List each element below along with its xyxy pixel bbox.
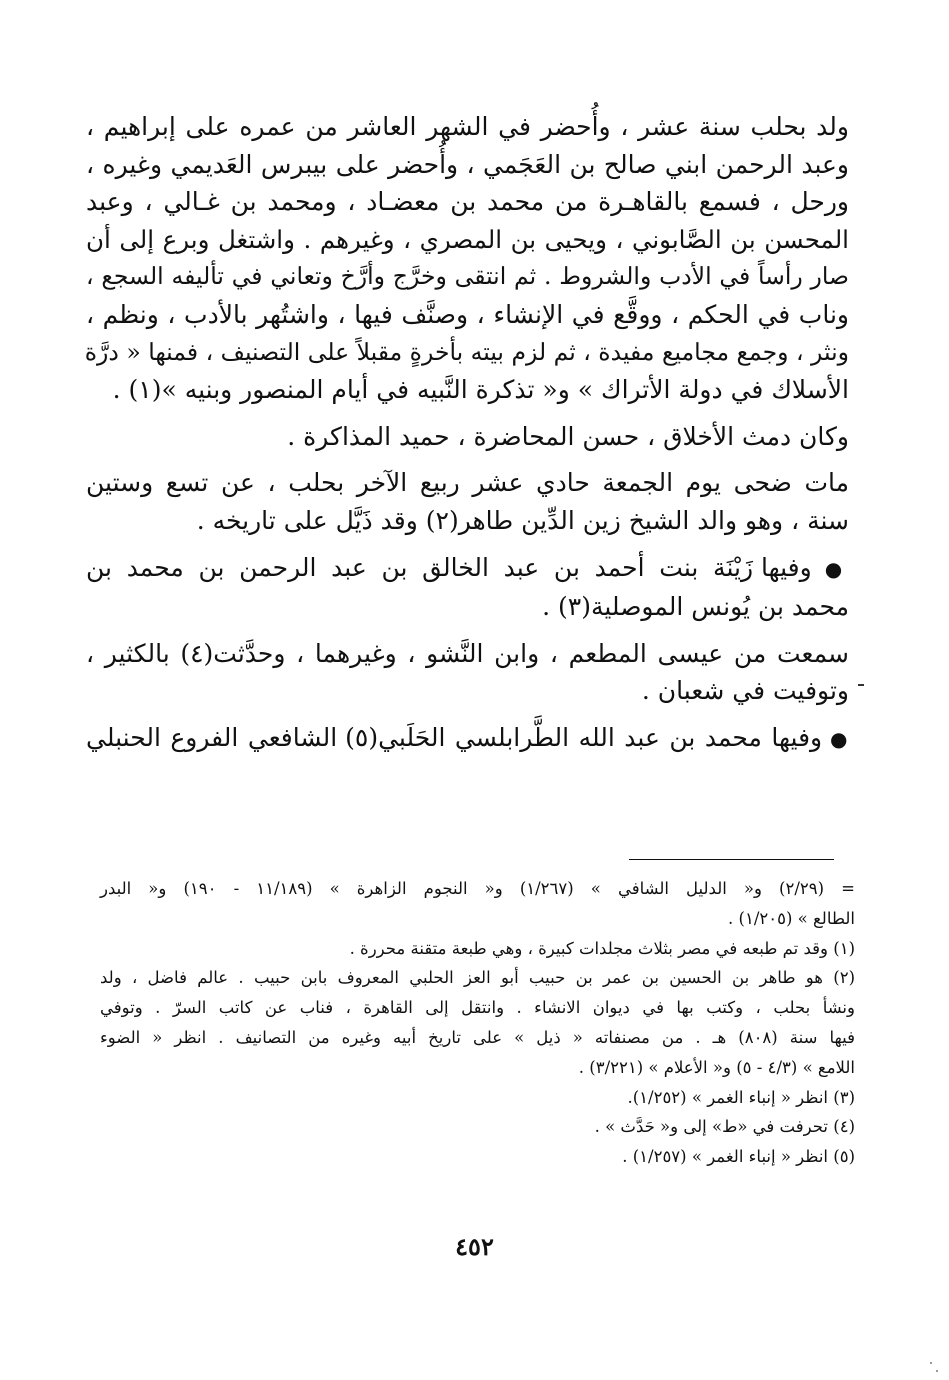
footnote-line: الطالع » (١/٢٠٥) . [728, 908, 855, 928]
text-line: وتوفيت في شعبان . [641, 676, 849, 706]
text-line: وعبد الرحمن ابني صالح بن العَجَمي ، وأُحضر على بيبرس العَديمي وغيره ، [86, 149, 849, 179]
entry-zaynah [86, 549, 849, 626]
page-number: ٤٥٢ [455, 1232, 494, 1261]
footnote-line: (٢) هو طاهر بن الحسين بن عمر بن حبيب أبو العز الحلبي المعروف بابن حبيب . عالم فاضل ، ولد [100, 968, 855, 988]
footnote-2 [100, 963, 855, 1082]
text-line: مات ضحى يوم الجمعة حادي عشر ربيع الآخر بحلب ، عن تسع وستين [86, 468, 849, 498]
text-line: ● وفيها محمد بن عبد الله الطَّرابلسي الحَلَبي(٥) الشافعي الفروع الحنبلي [86, 719, 849, 759]
footnote-line: ونشأ بحلب ، وكتب بها في ديوان الانشاء . وانتقل إلى القاهرة ، فناب عن كاتب السرّ . وتوفي [100, 998, 855, 1018]
footnote-line: اللامع » (٤/٣ - ٥) و« الأعلام » (٣/٢٢١) . [578, 1057, 855, 1077]
text-line: ولد بحلب سنة عشر ، وأُحضر في الشهر العاشر من عمره على إبراهيم ، [86, 112, 849, 141]
footnote-line: = (٢/٢٩) و« الدليل الشافي » (١/٢٦٧) و« النجوم الزاهرة » (١١/١٨٩ - ١٩٠) و« البدر [100, 879, 855, 898]
text-line: سمعت من عيسى المطعم ، وابن النَّشو ، وغيرهما ، وحدَّثت(٤) بالكثير ، [86, 638, 849, 668]
footnote-5 [100, 1142, 855, 1172]
footnote-4 [100, 1112, 855, 1142]
text-line: صار رأساً في الأدب والشروط . ثم انتقى وخرَّج وأرَّخ وتعاني في تأليفه السجع ، [86, 262, 849, 291]
text-line: سنة ، وهو والد الشيخ زين الدِّين طاهر(٢) وقد ذَيَّل على تاريخه . [196, 505, 849, 535]
death-paragraph [86, 464, 849, 539]
footnote-line: (١) وقد تم طبعه في مصر بثلاث مجلدات كبيرة ، وهي طبعة متقنة محررة . [349, 938, 855, 958]
text-line: الأسلاك في دولة الأتراك » و« تذكرة النَّبيه في أيام المنصور وبنيه »(١) . [112, 375, 849, 405]
text-line: ● وفيها زَيْنَة بنت أحمد بن عبد الخالق بن عبد الرحمن بن محمد بن [86, 549, 849, 589]
footnote-3 [100, 1083, 855, 1113]
footnote-separator [629, 859, 834, 860]
text-line: وكان دمث الأخلاق ، حسن المحاضرة ، حميد المذاكرة . [287, 421, 849, 451]
footnote-1 [100, 934, 855, 964]
text-line: المحسن بن الصَّابوني ، ويحيى بن المصري ، وغيرهم . واشتغل وبرع إلى أن [86, 224, 849, 254]
biography-paragraph [86, 108, 849, 409]
scan-speck [930, 1362, 932, 1364]
footnote-continuation [100, 874, 855, 934]
entry-muhammad [86, 719, 849, 759]
footnote-line: (٣) انظر « إنباء الغمر » (١/٢٥٢). [627, 1087, 855, 1107]
text-line: وناب في الحكم ، ووقَّع في الإنشاء ، وصنَّف فيها ، واشتُهر بالأدب ، ونظم ، [86, 299, 849, 329]
text-line: محمد بن يُونس الموصلية(٣) . [542, 592, 849, 622]
footnote-line: (٤) تحرفت في «ط» إلى و« حَدَّث » . [594, 1117, 855, 1137]
zaynah-paragraph [86, 635, 849, 710]
text-line: ورحل ، فسمع بالقاهـرة من محمد بن معضـاد ، ومحمد بن غـالي ، وعبد [86, 187, 849, 217]
footnote-line: فيها سنة (٨٠٨) هـ . من مصنفاته « ذيل » على تاريخ أبيه وغيره من التصانيف . انظر « الضوء [100, 1027, 855, 1047]
footnotes [100, 874, 855, 1172]
main-text [86, 108, 849, 768]
margin-mark [858, 684, 864, 686]
text-line: ونثر ، وجمع مجاميع مفيدة ، ثم لزم بيته بأخرةٍ مقبلاً على التصنيف ، فمنها « درَّة [84, 337, 849, 366]
footnote-line: (٥) انظر « إنباء الغمر » (١/٢٥٧) . [622, 1147, 855, 1167]
scan-speck [936, 1370, 938, 1372]
character-paragraph [86, 418, 849, 456]
